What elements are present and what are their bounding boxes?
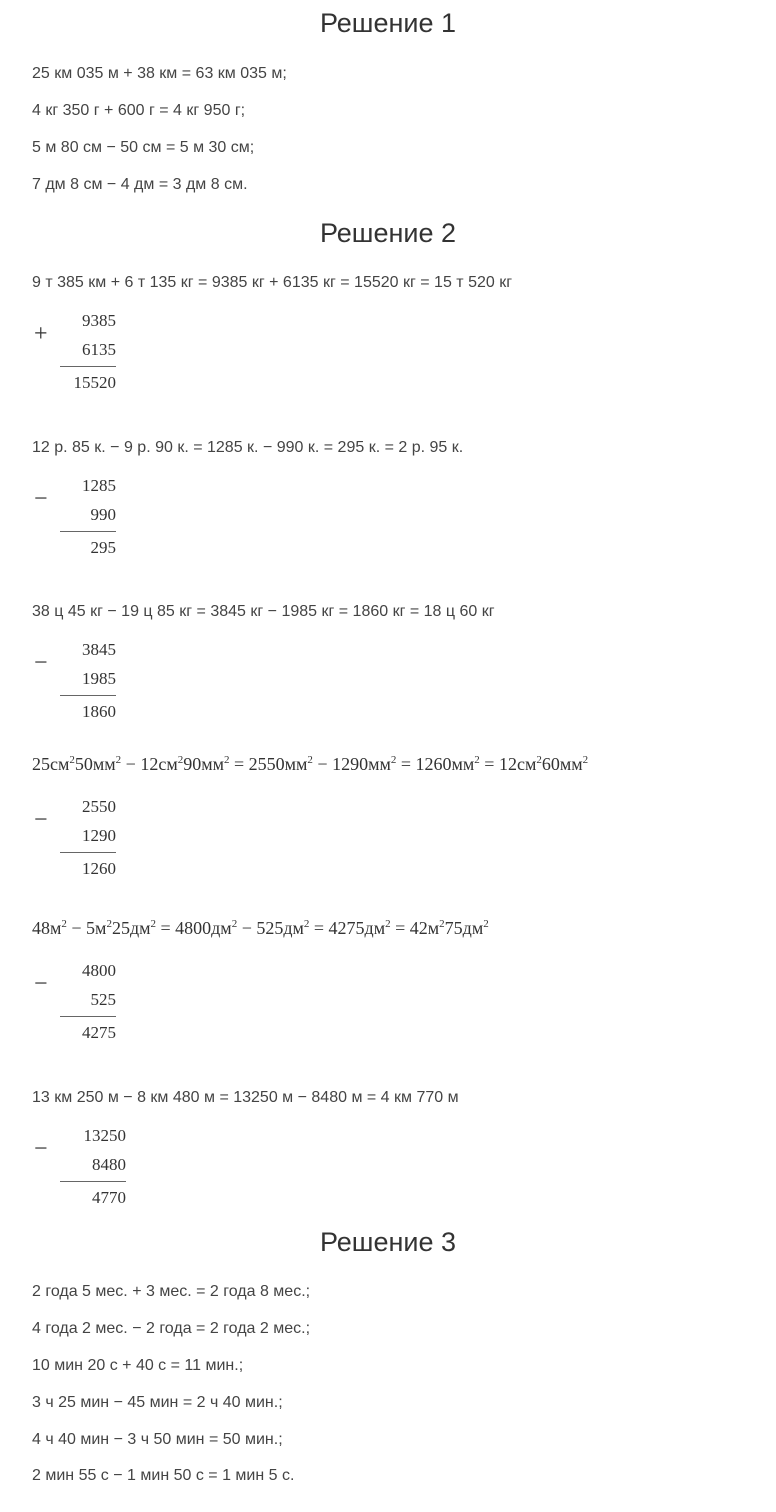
operand-2: 525: [90, 990, 116, 1009]
minus-sign: −: [34, 971, 48, 997]
section-title-2: Решение 2: [319, 218, 457, 248]
operand-1: 9385: [82, 311, 116, 330]
column-addition: [34, 306, 116, 397]
equation-line: 4 кг 350 г + 600 г = 4 кг 950 г;: [32, 102, 246, 119]
operand-2: 8480: [92, 1155, 126, 1174]
minus-sign: −: [34, 1136, 48, 1162]
equation-line: 12 р. 85 к. − 9 р. 90 к. = 1285 к. − 990 к. = 295 к. = 2 р. 95 к.: [32, 439, 464, 456]
operand-2: 1985: [82, 669, 116, 688]
column-subtraction: [34, 956, 116, 1047]
column-subtraction: [34, 471, 116, 562]
minus-sign: −: [34, 650, 48, 676]
column-subtraction: [34, 635, 116, 726]
equation-line-area: $48м^2 - 5м^225дм^2 = 4800дм^2 - 525дм^2 = 4275дм^2 = 42м^275дм^2$: [32, 918, 489, 938]
equation-line: 10 мин 20 с + 40 с = 11 мин.;: [32, 1357, 244, 1374]
result: 15520: [73, 373, 116, 392]
operand-2: 6135: [82, 340, 116, 359]
equation-line: 5 м 80 см − 50 см = 5 м 30 см;: [32, 139, 255, 156]
column-subtraction: [34, 792, 116, 883]
operand-1: 2550: [82, 797, 116, 816]
equation-line: 38 ц 45 кг − 19 ц 85 кг = 3845 кг − 1985 кг = 1860 кг = 18 ц 60 кг: [32, 603, 495, 620]
equation-line: 4 ч 40 мин − 3 ч 50 мин = 50 мин.;: [32, 1431, 283, 1448]
plus-sign: +: [34, 321, 48, 347]
equation-line: 2 мин 55 с − 1 мин 50 с = 1 мин 5 с.: [32, 1467, 295, 1484]
operand-1: 13250: [83, 1126, 126, 1145]
equation-line-area: $25см^250мм^2 - 12см^290мм^2 = 2550мм^2 - 1290мм^2 = 1260мм^2 = 12см^260мм^2$: [32, 754, 589, 774]
operand-1: 1285: [82, 476, 116, 495]
equation-line: 7 дм 8 см − 4 дм = 3 дм 8 см.: [32, 176, 248, 193]
equation-line: 9 т 385 км + 6 т 135 кг = 9385 кг + 6135 кг = 15520 кг = 15 т 520 кг: [32, 274, 513, 291]
result: 1260: [82, 859, 116, 878]
equation-line: 2 года 5 мес. + 3 мес. = 2 года 8 мес.;: [32, 1283, 311, 1300]
operand-2: 1290: [82, 826, 116, 845]
result: 295: [90, 538, 116, 557]
equation-line: 4 года 2 мес. − 2 года = 2 года 2 мес.;: [32, 1320, 311, 1337]
operand-1: 4800: [82, 961, 116, 980]
equation-line: 25 км 035 м + 38 км = 63 км 035 м;: [32, 65, 287, 82]
column-subtraction: [34, 1121, 126, 1212]
equation-line: 3 ч 25 мин − 45 мин = 2 ч 40 мин.;: [32, 1394, 283, 1411]
section-title-1: Решение 1: [319, 8, 457, 38]
result: 4770: [92, 1188, 126, 1207]
minus-sign: −: [34, 807, 48, 833]
equation-line: 13 км 250 м − 8 км 480 м = 13250 м − 8480 м = 4 км 770 м: [32, 1089, 459, 1106]
operand-2: 990: [90, 505, 116, 524]
section-title-3: Решение 3: [319, 1227, 457, 1257]
result: 1860: [82, 702, 116, 721]
result: 4275: [82, 1023, 116, 1042]
operand-1: 3845: [82, 640, 116, 659]
minus-sign: −: [34, 486, 48, 512]
